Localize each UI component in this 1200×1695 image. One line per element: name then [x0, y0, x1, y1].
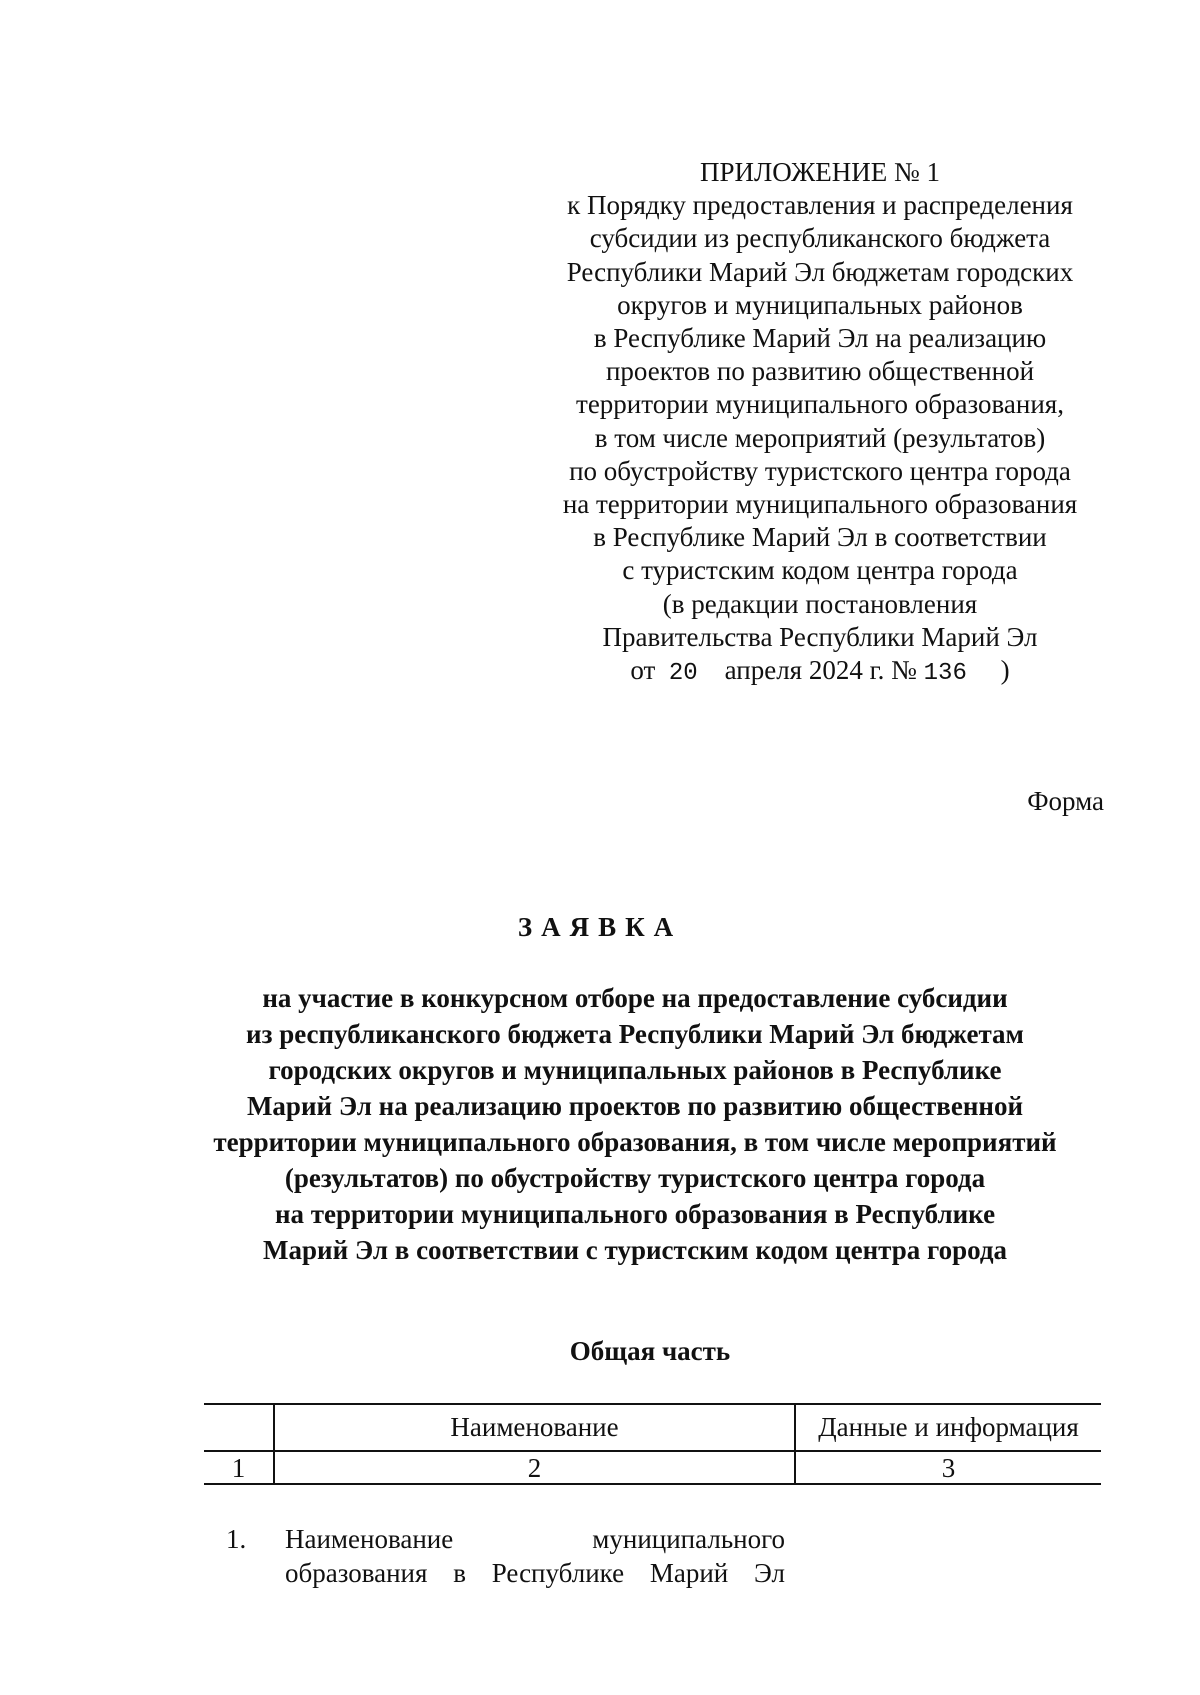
table-header-cell: Данные и информация — [795, 1404, 1101, 1451]
appendix-line: с туристским кодом центра города — [622, 555, 1018, 586]
appendix-line: в Республике Марий Эл на реализацию — [593, 323, 1047, 354]
row-label-line: Наименование муниципального — [285, 1524, 785, 1554]
date-close: ) — [1000, 655, 1010, 686]
row-label — [285, 1522, 785, 1590]
appendix-line: (в редакции постановления — [662, 588, 978, 619]
subtitle-line: на участие в конкурсном отборе на предоставление субсидии — [262, 983, 1008, 1013]
column-number-cell: 2 — [274, 1451, 795, 1484]
appendix-line: субсидии из республиканского бюджета — [589, 223, 1051, 254]
subtitle-line: территории муниципального образования, в том числе мероприятий — [213, 1127, 1057, 1157]
appendix-line: в Республике Марий Эл в соответствии — [593, 522, 1047, 553]
appendix-date-line — [535, 654, 1105, 690]
appendix-heading: ПРИЛОЖЕНИЕ № 1 — [699, 157, 941, 187]
appendix-line: округов и муниципальных районов — [617, 289, 1023, 320]
subtitle-line: городских округов и муниципальных районов в Республике — [268, 1055, 1002, 1085]
table-header-cell — [204, 1404, 274, 1451]
forma-label: Форма — [1027, 786, 1104, 816]
table-column-number-row — [204, 1451, 1101, 1484]
appendix-line: территории муниципального образования, — [576, 389, 1064, 420]
appendix-line: проектов по развитию общественной — [605, 356, 1035, 387]
appendix-line: на территории муниципального образования — [562, 489, 1078, 520]
row-number: 1. — [226, 1524, 247, 1554]
column-number-cell: 1 — [204, 1451, 274, 1484]
row-label-line: образования в Республике Марий Эл — [285, 1558, 785, 1588]
document-number: 136 — [923, 660, 967, 688]
form-table — [204, 1403, 1101, 1485]
section-heading: Общая часть — [569, 1336, 731, 1366]
appendix-line: в том числе мероприятий (результатов) — [594, 422, 1046, 453]
document-subtitle — [160, 980, 1110, 1268]
column-number-cell: 3 — [795, 1451, 1101, 1484]
appendix-line: Республики Марий Эл бюджетам городских — [566, 256, 1074, 287]
subtitle-line: из республиканского бюджета Республики Марий Эл бюджетам — [246, 1019, 1024, 1049]
subtitle-line: Марий Эл в соответствии с туристским кодом центра города — [263, 1235, 1007, 1265]
date-prefix: от — [630, 655, 656, 686]
appendix-line: Правительства Республики Марий Эл — [602, 621, 1038, 652]
table-header-cell: Наименование — [274, 1404, 795, 1451]
document-title: ЗАЯВКА — [517, 912, 683, 942]
subtitle-line: Марий Эл на реализацию проектов по развитию общественной — [246, 1091, 1024, 1121]
date-day: 20 — [668, 660, 698, 688]
subtitle-line: (результатов) по обустройству туристского центра города — [284, 1163, 986, 1193]
subtitle-line: на территории муниципального образования в Республике — [274, 1199, 996, 1229]
appendix-line: к Порядку предоставления и распределения — [567, 190, 1073, 221]
date-month-year: апреля 2024 г. № — [724, 655, 917, 686]
appendix-line: по обустройству туристского центра города — [569, 455, 1071, 486]
table-header-row — [204, 1404, 1101, 1451]
appendix-block — [535, 156, 1105, 690]
